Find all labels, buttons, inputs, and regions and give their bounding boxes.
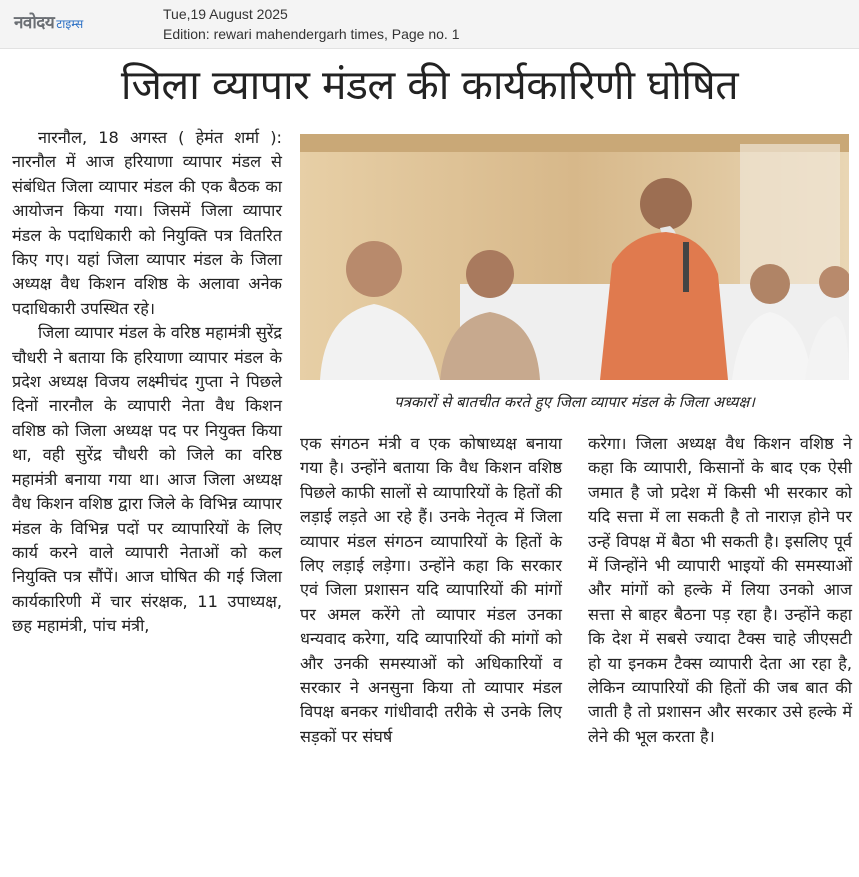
article-headline: जिला व्यापार मंडल की कार्यकारिणी घोषित	[120, 61, 739, 109]
masthead-bar	[0, 0, 859, 49]
paragraph: नारनौल, 18 अगस्त ( हेमंत शर्मा ): नारनौल में आज हरियाणा व्यापार मंडल से संबंधित जिला व्यापार मंडल की एक बैठक का आयोजन किया गया। जिसमें जिला व्यापार मंडल के पदाधिकारी को नियुक्ति पत्र वितरित किए गए। यहां जिला व्यापार मंडल के जिला अध्यक्ष वैध किशन वशिष्ठ के अलावा अनेक पदाधिकारी उपस्थित रहे।	[12, 128, 282, 318]
article-column-3	[588, 432, 852, 749]
article-column-2	[300, 432, 562, 749]
edition-meta	[163, 4, 460, 44]
issue-date: Tue,19 August 2025	[163, 6, 288, 22]
paragraph: जिला व्यापार मंडल के वरिष्ठ महामंत्री सुरेंद्र चौधरी ने बताया कि हरियाणा व्यापार मंडल के प्रदेश अध्यक्ष विजय लक्ष्मीचंद गुप्ता ने पिछले दिनों नारनौल के व्यापारी नेता वैध किशन वशिष्ठ को जिला अध्यक्ष पद पर नियुक्त किया था, वही सुरेंद्र चौधरी को जिले का वरिष्ठ महामंत्री बनाया गया था। आज जिला अध्यक्ष वैध किशन वशिष्ठ द्वारा जिले के विभिन्न व्यापार मंडल के विभिन्न पदों पर व्यापारियों के लिए कार्य करने वाले व्यापारी नेताओं को कल नियुक्ति पत्र सौंपें। आज घोषित की गई जिला कार्यकारिणी में चार संरक्षक, 11 उपाध्यक्ष, छह महामंत्री, पांच मंत्री,	[12, 323, 282, 636]
article-column-1	[12, 126, 282, 639]
article-photo	[300, 134, 849, 380]
paragraph: करेगा। जिला अध्यक्ष वैध किशन वशिष्ठ ने कहा कि व्यापारी, किसानों के बाद एक ऐसी जमात है जो प्रदेश में किसी भी सरकार को यदि सत्ता में ला सकती है तो नाराज़ होने पर उन्हें विपक्ष में बैठा भी सकती है। इसलिए पूर्व में जिन्होंने भी व्यापारी भाइयों की समस्याओं और मांगों को हल्के में लिया उनको आज सत्ता से बाहर बैठना पड़ रहा है। उन्होंने कहा कि देश में सबसे ज्यादा टैक्स चाहे जीएसटी हो या इनकम टैक्स व्यापारी देता आ रहा है, लेकिन व्यापारियों की हितों की जब बात की जाती है तो प्रशासन और सरकार उसे हल्के में लेने की भूल करता है।	[588, 434, 852, 746]
meeting-photo-illustration	[300, 134, 849, 380]
logo-sub-text: टाइम्स	[56, 17, 84, 31]
newspaper-logo[interactable]	[14, 10, 83, 32]
logo-main-text: नवोदय	[14, 13, 55, 33]
edition-info: Edition: rewari mahendergarh times, Page no. 1	[163, 26, 460, 42]
paragraph: एक संगठन मंत्री व एक कोषाध्यक्ष बनाया गया है। उन्होंने बताया कि वैध किशन वशिष्ठ पिछले काफी सालों से व्यापारियों के हितों की लड़ाई लड़ते आ रहे हैं। उनके नेतृत्व में जिला व्यापार मंडल संगठन व्यापारियों के हितों के लिए लड़ाई लड़ेगा। उन्होंने कहा कि सरकार एवं जिला प्रशासन यदि व्यापारियों की मांगों पर अमल करेंगे तो व्यापार मंडल उनका धन्यवाद करेगा, यदि व्यापारियों की मांगों को और उनकी समस्याओं को अधिकारियों व सरकार ने अनसुना किया तो व्यापार मंडल विपक्ष बनकर गांधीवादी तरीके से उनके लिए सड़कों पर संघर्ष	[300, 434, 562, 746]
photo-caption: पत्रकारों से बातचीत करते हुए जिला व्यापार मंडल के जिला अध्यक्ष।	[394, 393, 755, 411]
